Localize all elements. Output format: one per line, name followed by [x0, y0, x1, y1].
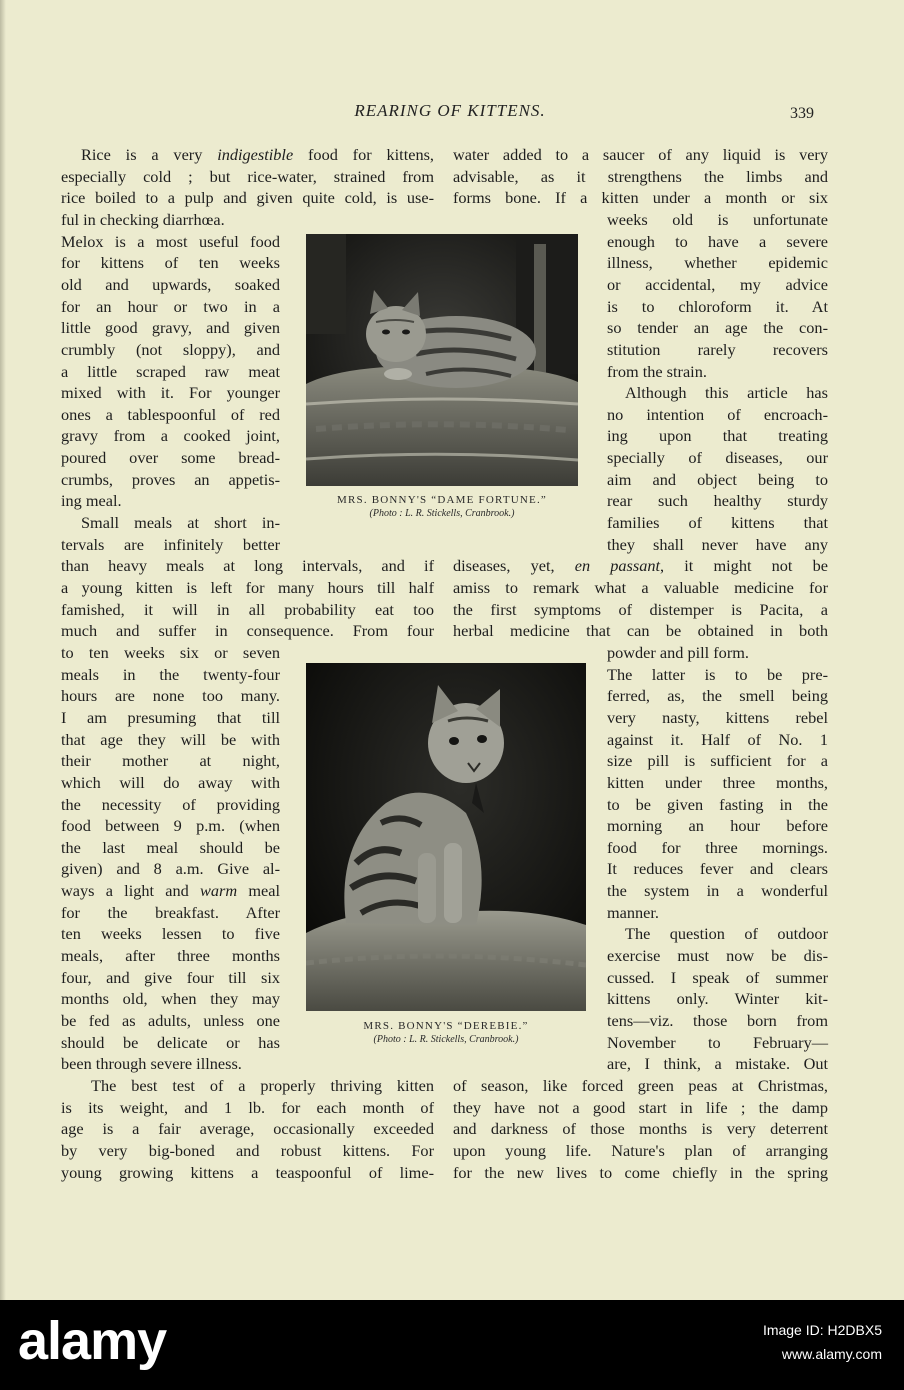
- text-line: four, and give four till six: [61, 967, 280, 987]
- text-line: manner.: [607, 902, 659, 922]
- text-line: Melox is a most useful food: [61, 231, 280, 251]
- text-line: cussed. I speak of summer: [607, 967, 828, 987]
- text-line: old and upwards, soaked: [61, 274, 280, 294]
- text-line: from the strain.: [607, 361, 707, 381]
- text-line: advisable, as it strengthens the limbs and: [453, 166, 828, 186]
- text-line: upon young life. Nature's plan of arranging: [453, 1140, 828, 1160]
- text-line: mixed with it. For younger: [61, 383, 280, 403]
- running-head: REARING OF KITTENS.: [354, 101, 546, 120]
- text-line: the first symptoms of distemper is Pacita, a: [453, 599, 828, 619]
- text-line: against it. Half of No. 1: [607, 729, 828, 749]
- text-line: especially cold ; but rice-water, strained from: [61, 166, 434, 186]
- text-line: I am presuming that till: [61, 707, 280, 727]
- text-line: Small meals at short in-: [81, 513, 280, 533]
- cat-photo-derebie: [306, 663, 586, 1011]
- text-line: diseases, yet, en passant, it might not be: [453, 556, 828, 576]
- caption-title: MRS. BONNY'S “DAME FORTUNE.”: [336, 494, 547, 506]
- text-line: size pill is sufficient for a: [607, 751, 828, 771]
- text-line: herbal medicine that can be obtained in both: [453, 621, 828, 641]
- text-line: a young kitten is left for many hours till half: [61, 578, 434, 597]
- text-line: hours are none too many.: [61, 686, 280, 706]
- image-id: Image ID: H2DBX5: [762, 1322, 882, 1338]
- caption-title: MRS. BONNY'S “DEREBIE.”: [363, 1020, 529, 1032]
- text-line: much and suffer in consequence. From four: [61, 621, 434, 641]
- text-line: kittens only. Winter kit-: [607, 989, 828, 1009]
- text-line: are, I think, a mistake. Out: [607, 1054, 828, 1074]
- text-line: Although this article has: [625, 383, 828, 403]
- text-line: poured over some bread-: [61, 448, 280, 468]
- text-line: The question of outdoor: [625, 924, 828, 944]
- text-line: weeks old is unfortunate: [607, 209, 828, 229]
- site-url: www.alamy.com: [781, 1346, 882, 1362]
- text-line: powder and pill form.: [607, 642, 749, 662]
- alamy-logo: alamy: [18, 1311, 167, 1371]
- text-line: that age they will be with: [61, 729, 280, 749]
- text-line: they have not a good start in life ; the damp: [453, 1097, 828, 1117]
- text-line: the system in a wonderful: [607, 881, 828, 901]
- text-line: and darkness of those months is very deterrent: [453, 1119, 828, 1139]
- text-line: so tender an age the con-: [607, 318, 828, 338]
- text-line: specially of diseases, our: [607, 448, 828, 468]
- text-line: to ten weeks six or seven: [61, 642, 280, 662]
- text-line: been through severe illness.: [61, 1054, 242, 1074]
- text-line: months old, when they may: [61, 989, 280, 1009]
- text-line: water added to a saucer of any liquid is very: [453, 145, 828, 164]
- text-line: ing upon that treating: [607, 426, 828, 446]
- text-line: gravy from a cooked joint,: [61, 426, 280, 446]
- text-line: exercise must now be dis-: [607, 946, 828, 966]
- text-line: meals in the twenty-four: [61, 664, 280, 684]
- text-line: ful in checking diarrhœa.: [61, 209, 225, 229]
- text-line: famished, it will in all probability eat too: [61, 599, 434, 619]
- text-line: rear such healthy sturdy: [607, 491, 828, 511]
- text-line: by very big-boned and robust kittens. For: [61, 1140, 434, 1160]
- caption-credit: (Photo : L. R. Stickells, Cranbrook.): [369, 508, 515, 519]
- text-line: a little scraped raw meat: [61, 361, 280, 381]
- text-line: Rice is a very indigestible food for kittens,: [81, 145, 434, 164]
- text-line: for an hour or two in a: [61, 296, 280, 316]
- text-line: the necessity of providing: [61, 794, 280, 814]
- text-line: the last meal should be: [61, 837, 280, 857]
- text-line: very nasty, kittens rebel: [607, 707, 828, 727]
- figure-caption-1: [306, 494, 578, 519]
- text-line: tens—viz. those born from: [607, 1011, 828, 1030]
- text-line: little good gravy, and given: [61, 318, 280, 338]
- text-line: young growing kittens a teaspoonful of lime-: [61, 1162, 434, 1182]
- text-line: ferred, as, the smell being: [607, 686, 828, 706]
- text-line: their mother at night,: [61, 751, 280, 771]
- text-line: amiss to remark what a valuable medicine for: [453, 578, 828, 597]
- text-line: morning an hour before: [607, 816, 828, 836]
- text-line: for the breakfast. After: [61, 902, 280, 922]
- text-line: age is a fair average, occasionally exceeded: [61, 1119, 434, 1139]
- figure-caption-2: [306, 1020, 586, 1045]
- text-line: The best test of a properly thriving kitten: [91, 1075, 434, 1095]
- stock-footer-bar: [0, 1300, 904, 1390]
- text-line: aim and object being to: [607, 469, 828, 489]
- text-line: ways a light and warm meal: [61, 881, 281, 901]
- text-line: November to February—: [607, 1032, 828, 1052]
- text-line: for the new lives to come chiefly in the spring: [453, 1162, 828, 1182]
- photo-dame-fortune: [306, 234, 578, 486]
- text-line: tervals are infinitely better: [61, 534, 280, 554]
- text-line: is its weight, and 1 lb. for each month of: [61, 1097, 434, 1117]
- text-line: to be given fasting in the: [607, 794, 828, 814]
- page-edge-shadow: [0, 0, 6, 1300]
- text-line: is to chloroform it. At: [607, 296, 828, 316]
- text-line: illness, whether epidemic: [607, 253, 828, 273]
- text-line: ten weeks lessen to five: [61, 924, 280, 944]
- caption-credit: (Photo : L. R. Stickells, Cranbrook.): [373, 1034, 519, 1045]
- text-line: for kittens of ten weeks: [61, 253, 280, 273]
- text-line: crumbs, proves an appetis-: [61, 469, 280, 489]
- text-line: It reduces fever and clears: [607, 859, 828, 879]
- text-line: which will do away with: [61, 772, 280, 792]
- page-header: [0, 101, 904, 127]
- text-line: given) and 8 a.m. Give al-: [61, 859, 280, 879]
- text-line: meals, after three months: [61, 946, 280, 966]
- text-line: should be delicate or has: [61, 1032, 280, 1052]
- photo-derebie: [306, 663, 586, 1011]
- text-line: rice boiled to a pulp and given quite cold, is use-: [61, 188, 434, 208]
- text-line: no intention of encroach-: [607, 404, 828, 424]
- text-line: food for three mornings.: [607, 837, 828, 857]
- page-number: 339: [790, 105, 814, 122]
- text-line: enough to have a severe: [607, 231, 828, 251]
- text-line: kitten under three months,: [607, 772, 828, 792]
- text-line: forms bone. If a kitten under a month or six: [453, 188, 828, 208]
- text-line: stitution rarely recovers: [607, 339, 828, 359]
- text-line: or accidental, my advice: [607, 274, 828, 294]
- text-line: food between 9 p.m. (when: [61, 816, 280, 836]
- text-line: than heavy meals at long intervals, and if: [61, 556, 434, 576]
- text-line: ones a tablespoonful of red: [61, 404, 280, 424]
- cat-photo-dame-fortune: [306, 234, 578, 486]
- text-line: The latter is to be pre-: [607, 664, 828, 684]
- text-line: they shall never have any: [607, 534, 828, 554]
- text-line: crumbly (not sloppy), and: [61, 339, 280, 359]
- text-line: ing meal.: [61, 491, 122, 511]
- text-line: of season, like forced green peas at Christmas,: [453, 1075, 828, 1095]
- text-line: be fed as adults, unless one: [61, 1011, 280, 1030]
- text-line: families of kittens that: [607, 513, 828, 533]
